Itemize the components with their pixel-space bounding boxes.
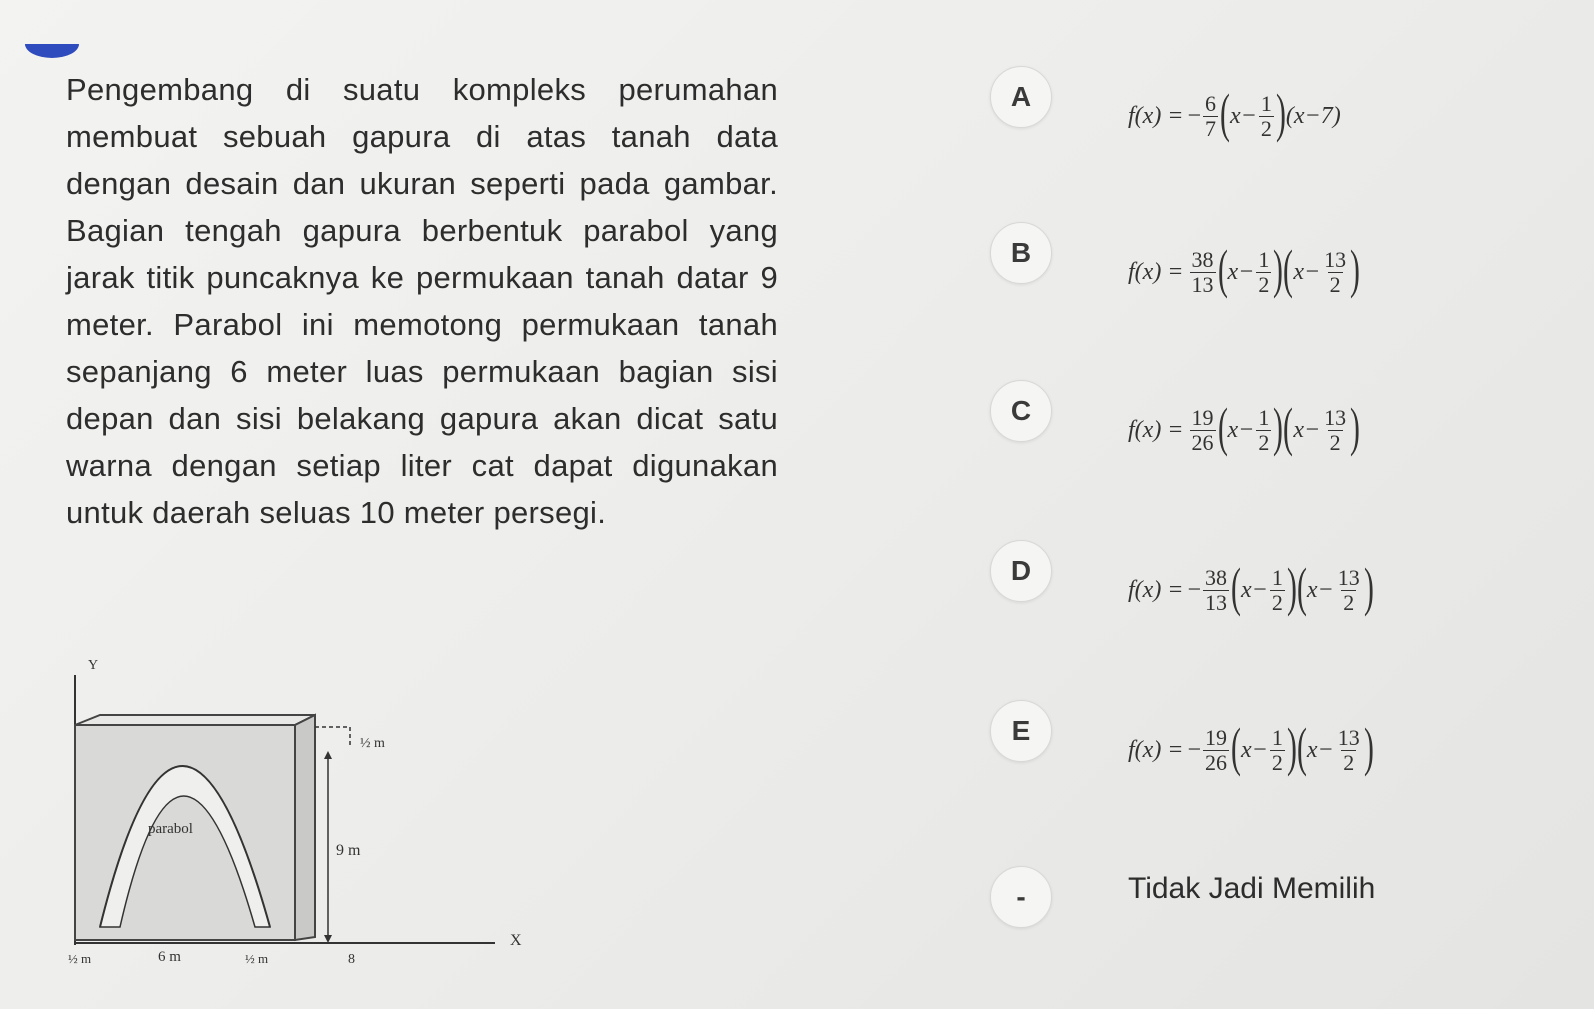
option-c-letter[interactable]: C xyxy=(990,380,1052,442)
x-axis-label: X xyxy=(510,932,522,949)
parabola-label: parabol xyxy=(148,821,193,837)
bottom-label-8: 8 xyxy=(348,952,355,967)
bottom-label-right: ½ m xyxy=(245,951,269,966)
option-c[interactable] xyxy=(990,380,1510,460)
option-e-formula: f(x) = − $\frac{19}{26}$ ( x− $\frac{1}{2}$ ) ( x− $\frac{13}{2}$ ) xyxy=(1128,717,1374,777)
option-cancel-letter[interactable]: - xyxy=(990,866,1052,928)
bottom-label-6m: 6 m xyxy=(158,949,181,965)
option-a-formula: f(x) = − $\frac{6}{7}$ ( x− $\frac{1}{2}$ ) (x−7) xyxy=(1128,83,1341,143)
option-b[interactable] xyxy=(990,222,1510,302)
option-d-letter[interactable]: D xyxy=(990,540,1052,602)
option-cancel-label[interactable]: Tidak Jadi Memilih xyxy=(1128,872,1376,905)
accent-bar xyxy=(25,44,79,58)
option-a[interactable] xyxy=(990,66,1510,146)
option-b-formula: f(x) = $\frac{38}{13}$ ( x− $\frac{1}{2}$ ) ( x− $\frac{13}{2}$ ) xyxy=(1128,239,1361,299)
question-text: Pengembang di suatu kompleks perumahan membuat sebuah gapura di atas tanah data dengan desain dan ukuran seperti pada gambar. Bagian tengah gapura berbentuk parabol yang jarak titik puncaknya ke permukaan tanah datar 9 meter. Parabol ini memotong permukaan tanah sepanjang 6 meter luas permukaan bagian sisi depan dan sisi belakang gapura akan dicat satu warna dengan setiap liter cat dapat digunakan untuk daerah seluas 10 meter persegi. xyxy=(66,72,778,530)
gate-figure xyxy=(40,655,580,995)
option-a-letter[interactable]: A xyxy=(990,66,1052,128)
option-e-letter[interactable]: E xyxy=(990,700,1052,762)
option-d-formula: f(x) = − $\frac{38}{13}$ ( x− $\frac{1}{2}$ ) ( x− $\frac{13}{2}$ ) xyxy=(1128,557,1374,617)
option-d[interactable] xyxy=(990,540,1510,620)
option-b-letter[interactable]: B xyxy=(990,222,1052,284)
option-c-formula: f(x) = $\frac{19}{26}$ ( x− $\frac{1}{2}$ ) ( x− $\frac{13}{2}$ ) xyxy=(1128,397,1361,457)
option-cancel[interactable] xyxy=(990,866,1510,946)
top-half-label: ½ m xyxy=(360,736,385,751)
height-label: 9 m xyxy=(336,842,361,859)
bottom-label-left: ½ m xyxy=(68,951,92,966)
option-e[interactable] xyxy=(990,700,1510,780)
y-axis-label: Y xyxy=(88,658,99,673)
